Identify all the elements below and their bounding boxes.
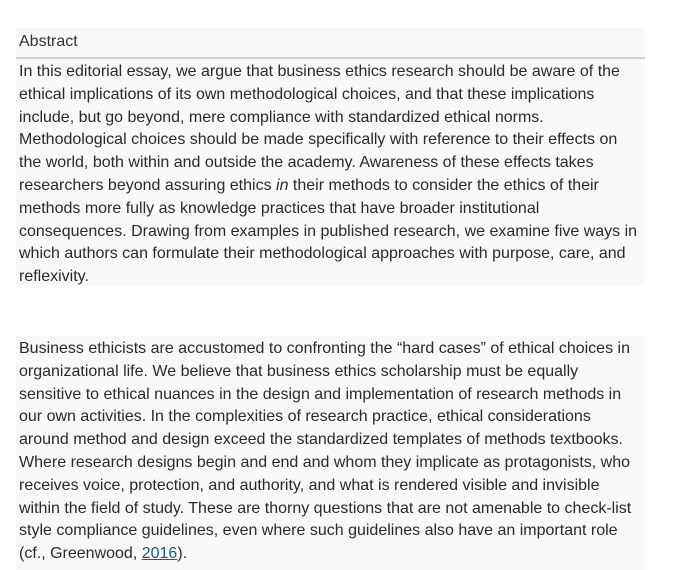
body-paragraph [16, 336, 645, 570]
citation-year-link[interactable]: 2016 [141, 545, 178, 563]
abstract-italic-word: in [276, 176, 289, 194]
abstract-text-part-1: In this editorial essay, we argue that business ethics research should be aware of the ethical implications of its own methodological choices, and that these implications include, but go beyond, mere compliance with standardized ethical norms. Methodological choices should be made specifically with reference to their effects on the world, both within and outside the academy. Awareness of these effects takes researchers beyond assuring ethics [19, 63, 620, 194]
body-text-part-1: Business ethicists are accustomed to confronting the “hard cases” of ethical choices in organizational life. We believe that business ethics scholarship must be equally sensitive to ethical nuances in the design and implementation of research methods in our own activities. In the complexities of research practice, ethical considerations around method and design exceed the standardized templates of methods textbooks. Where research designs begin and end and whom they implicate as protagonists, who receives voice, protection, and authority, and what is rendered visible and invisible within the field of study. These are thorny questions that are not amenable to check-list style compliance guidelines, even where such guidelines also have an important role (cf., Greenwood, [19, 340, 632, 563]
abstract-text-part-2: their methods to consider the ethics of their methods more fully as knowledge practices that have broader institutional consequences. Drawing from examples in published research, we examine five ways in which authors can formulate their methodological approaches with purpose, care, and reflexivity. [19, 176, 638, 286]
body-text-part-2: ). [177, 545, 188, 563]
abstract-heading: Abstract [16, 28, 645, 59]
abstract-text [16, 59, 645, 285]
abstract-section [16, 28, 645, 285]
